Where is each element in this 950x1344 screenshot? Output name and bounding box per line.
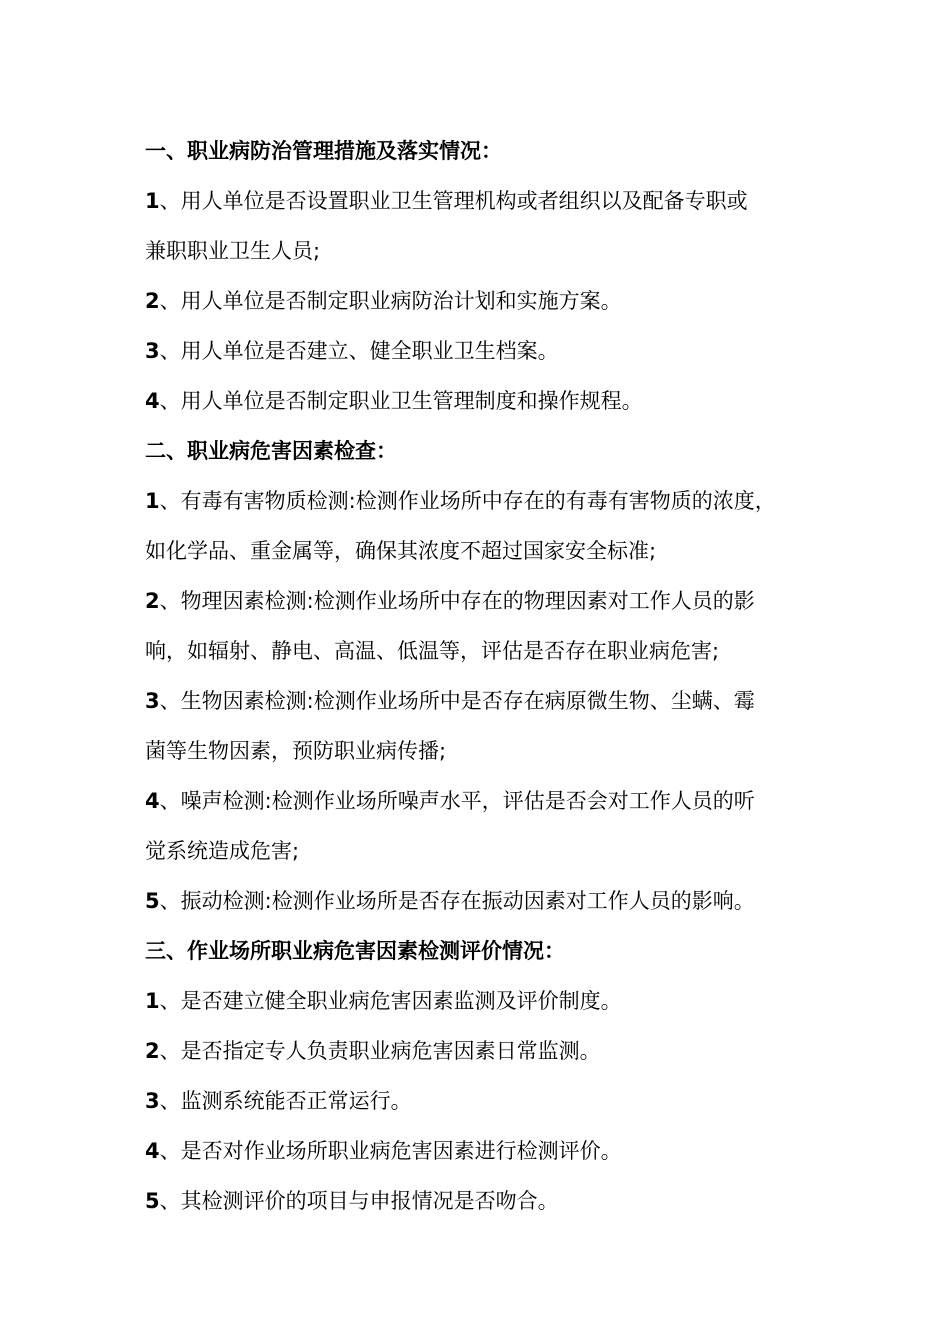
item-number: 1 [145, 189, 160, 213]
item-separator: 、 [159, 389, 181, 413]
item-text: 振动检测:检测作业场所是否存在振动因素对工作人员的影响。 [180, 889, 755, 913]
item-separator: 、 [159, 989, 181, 1013]
item-number: 3 [145, 1089, 160, 1113]
item-number: 1 [145, 489, 160, 513]
list-item-line [145, 726, 825, 776]
list-item-line [145, 876, 825, 926]
item-text: 其检测评价的项目与申报情况是否吻合。 [180, 1189, 559, 1213]
item-number: 2 [145, 289, 160, 313]
item-number: 1 [145, 989, 160, 1013]
item-number: 2 [145, 589, 160, 613]
list-item-line [145, 376, 825, 426]
item-text: 用人单位是否设置职业卫生管理机构或者组织以及配备专职或 [180, 189, 748, 213]
list-item-line [145, 826, 825, 876]
item-text: 生物因素检测:检测作业场所中是否存在病原微生物、尘螨、霉 [180, 689, 755, 713]
item-number: 5 [145, 1189, 160, 1213]
item-text: 是否建立健全职业病危害因素监测及评价制度。 [180, 989, 622, 1013]
list-item-line [145, 226, 825, 276]
item-separator: 、 [159, 489, 181, 513]
item-separator: 、 [159, 689, 181, 713]
list-item-line [145, 1126, 825, 1176]
item-separator: 、 [159, 189, 181, 213]
item-number: 4 [145, 1139, 160, 1163]
item-separator: 、 [159, 889, 181, 913]
item-text: 是否指定专人负责职业病危害因素日常监测。 [180, 1039, 601, 1063]
item-text: 如化学品、重金属等，确保其浓度不超过国家安全标准; [145, 539, 657, 563]
item-text: 菌等生物因素，预防职业病传播; [145, 739, 447, 763]
item-text: 用人单位是否制定职业卫生管理制度和操作规程。 [180, 389, 643, 413]
item-separator: 、 [159, 1089, 181, 1113]
list-item-line [145, 676, 825, 726]
item-text: 有毒有害物质检测:检测作业场所中存在的有毒有害物质的浓度， [180, 489, 776, 513]
list-item-line [145, 176, 825, 226]
item-text: 噪声检测:检测作业场所噪声水平，评估是否会对工作人员的听 [180, 789, 755, 813]
item-number: 3 [145, 339, 160, 363]
item-text: 用人单位是否制定职业病防治计划和实施方案。 [180, 289, 622, 313]
list-item-line [145, 326, 825, 376]
item-text: 物理因素检测:检测作业场所中存在的物理因素对工作人员的影 [180, 589, 755, 613]
item-number: 3 [145, 689, 160, 713]
document-page [145, 126, 825, 1226]
item-number: 5 [145, 889, 160, 913]
item-separator: 、 [159, 339, 181, 363]
item-number: 4 [145, 389, 160, 413]
item-separator: 、 [159, 1039, 181, 1063]
item-separator: 、 [159, 1139, 181, 1163]
list-item-line [145, 776, 825, 826]
section-heading: 二、职业病危害因素检查： [145, 439, 397, 463]
list-item-line [145, 1026, 825, 1076]
item-text: 是否对作业场所职业病危害因素进行检测评价。 [180, 1139, 622, 1163]
item-text: 兼职职业卫生人员; [145, 239, 321, 263]
item-separator: 、 [159, 1189, 181, 1213]
item-separator: 、 [159, 789, 181, 813]
list-item-line [145, 276, 825, 326]
item-separator: 、 [159, 289, 181, 313]
item-separator: 、 [159, 589, 181, 613]
list-item-line [145, 526, 825, 576]
section-heading: 三、作业场所职业病危害因素检测评价情况： [145, 939, 565, 963]
item-number: 2 [145, 1039, 160, 1063]
item-text: 响，如辐射、静电、高温、低温等，评估是否存在职业病危害; [145, 639, 720, 663]
list-item-line [145, 976, 825, 1026]
list-item-line [145, 476, 825, 526]
item-number: 4 [145, 789, 160, 813]
list-item-line [145, 626, 825, 676]
item-text: 觉系统造成危害; [145, 839, 300, 863]
item-text: 用人单位是否建立、健全职业卫生档案。 [180, 339, 559, 363]
list-item-line [145, 1176, 825, 1226]
list-item-line [145, 1076, 825, 1126]
list-item-line [145, 576, 825, 626]
section-heading: 一、职业病防治管理措施及落实情况： [145, 139, 502, 163]
item-text: 监测系统能否正常运行。 [180, 1089, 412, 1113]
